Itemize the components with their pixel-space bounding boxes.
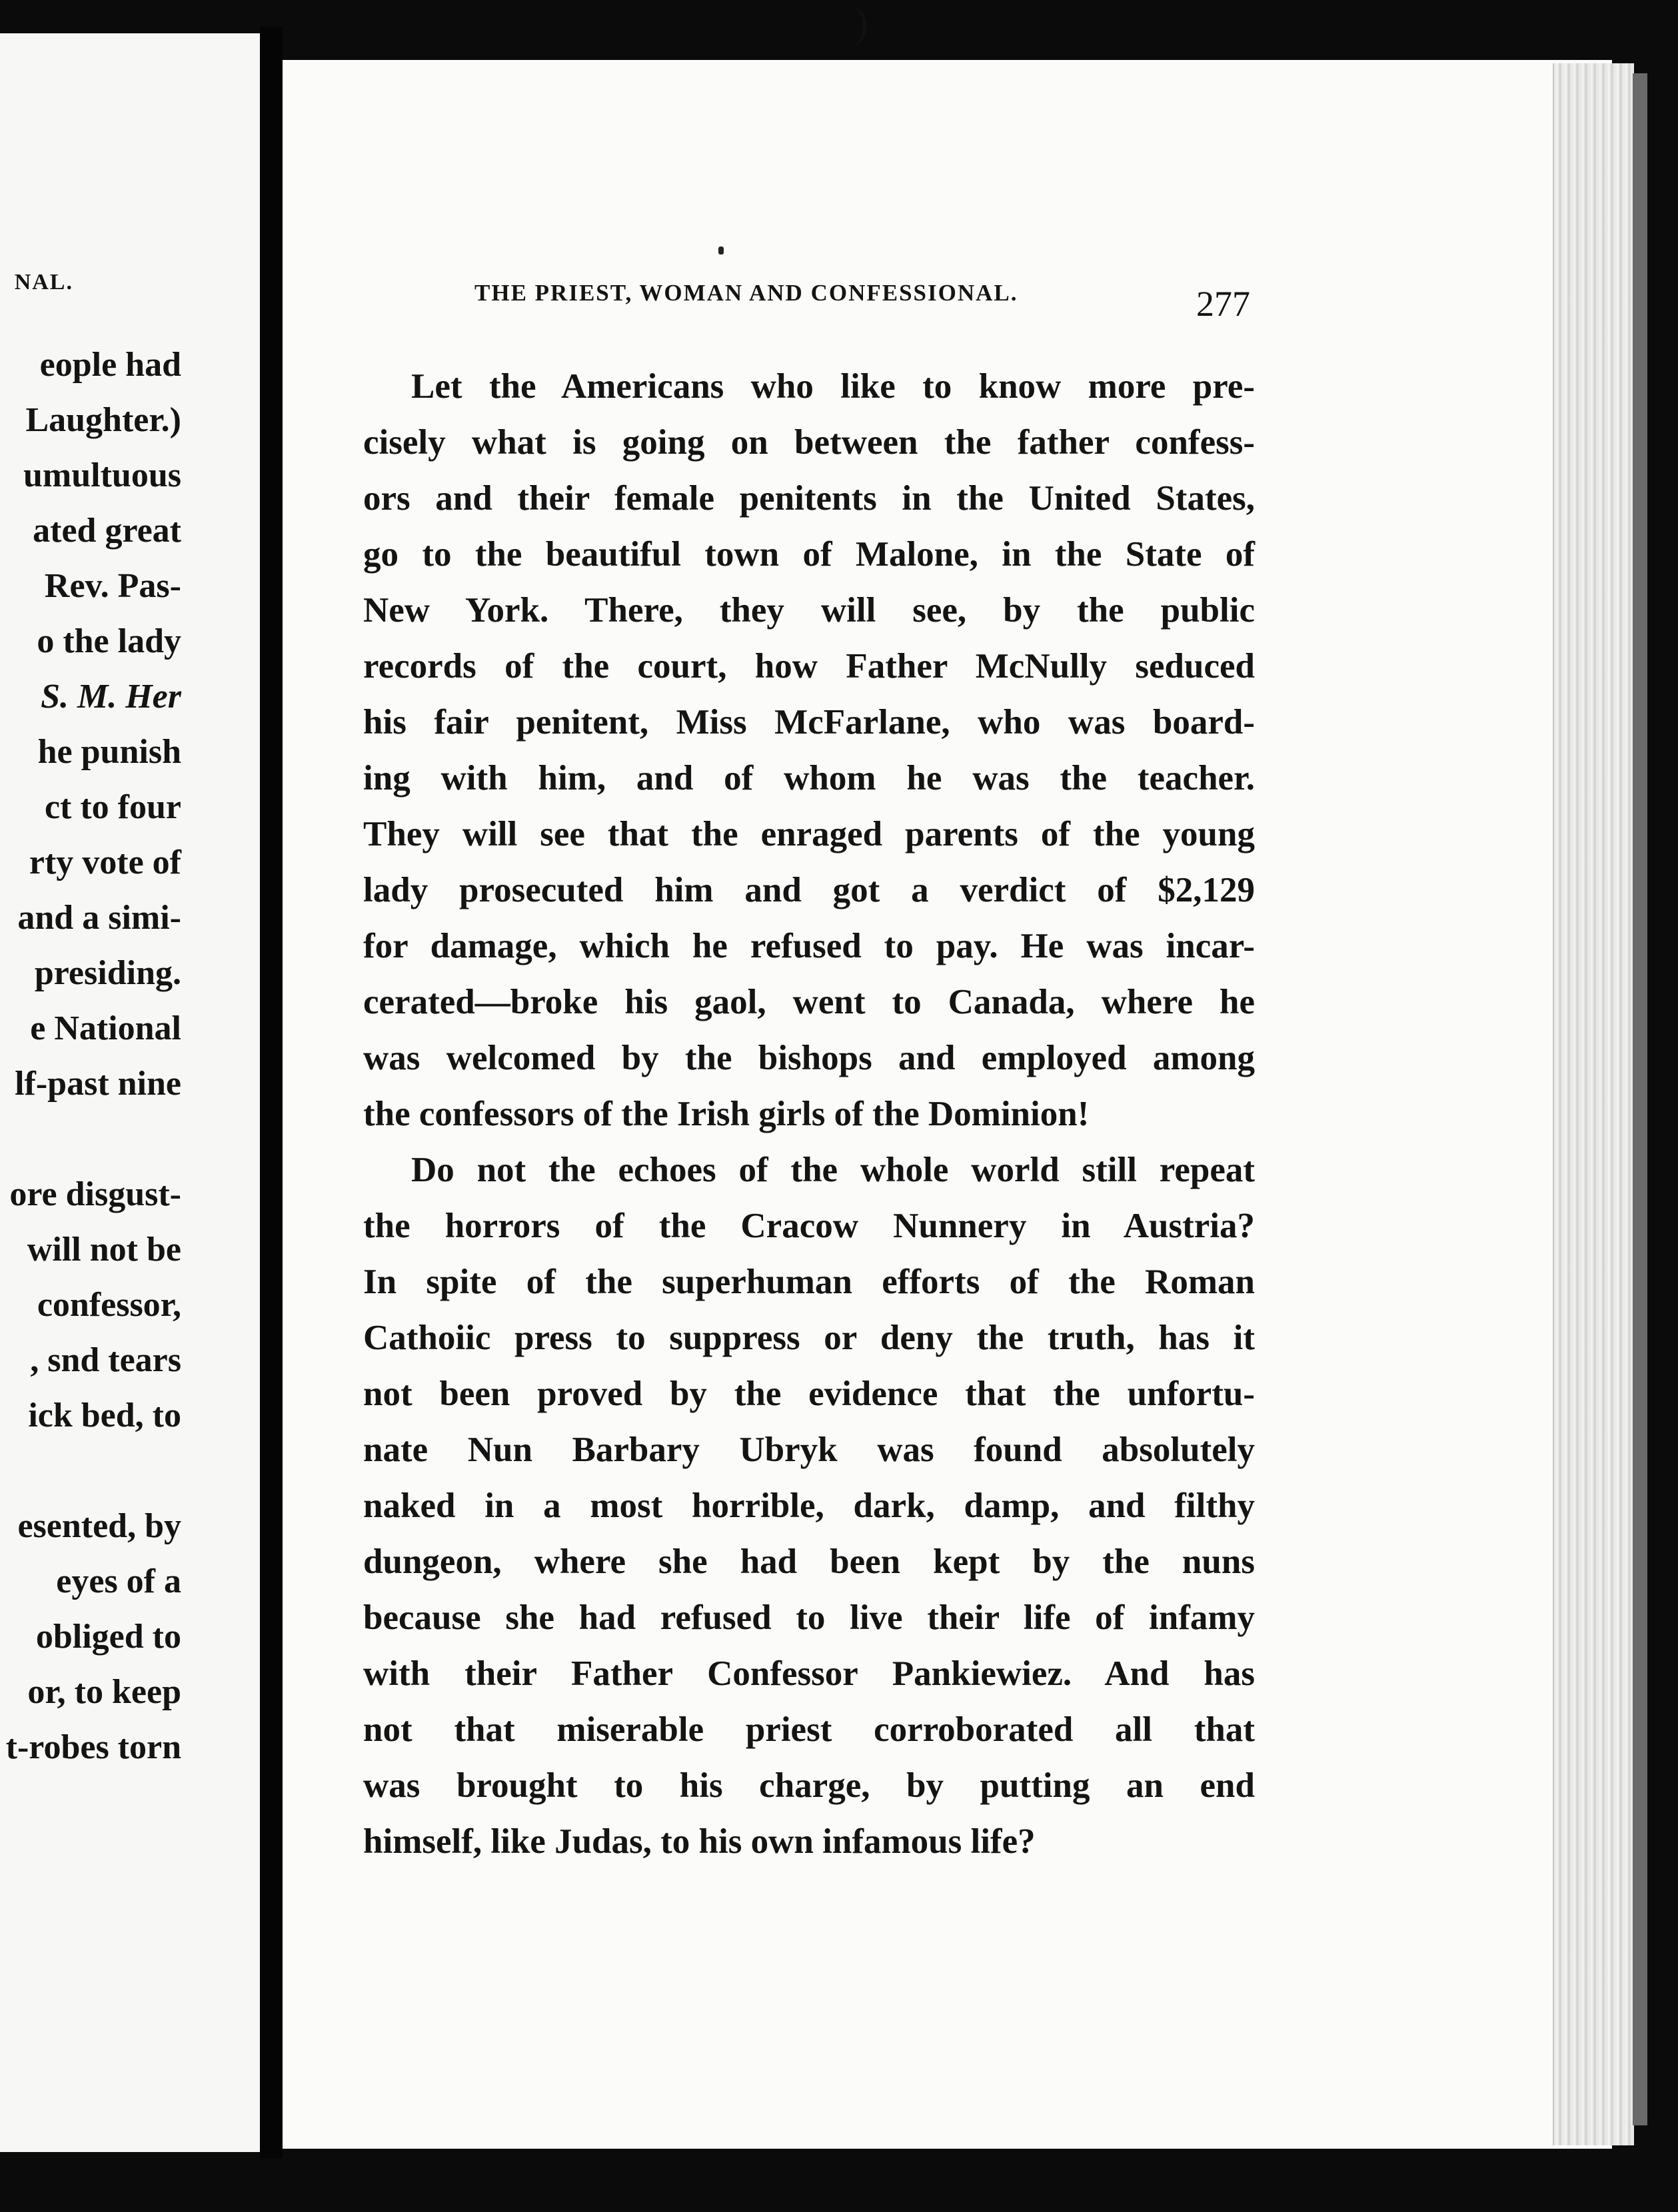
text-line: his fair penitent, Miss McFarlane, who was board- [363,703,1255,742]
scan-artifact-mark: ) [855,1,868,45]
text-line: lady prosecuted him and got a verdict of $2,129 [363,871,1255,909]
left-line: ore disgust- [9,1175,181,1213]
text-line: the confessors of the Irish girls of the Dominion! [363,1095,1090,1133]
text-line: They will see that the enraged parents of the young [363,815,1255,853]
text-line: dungeon, where she had been kept by the nuns [363,1542,1255,1581]
text-line: Do not the echoes of the whole world still repeat [411,1151,1255,1189]
left-line: and a simi- [17,899,181,937]
text-line: records of the court, how Father McNully seduced [363,647,1255,686]
left-line: t-robes torn [5,1728,181,1766]
left-line: presiding. [34,954,181,992]
text-line: Cathoiic press to suppress or deny the truth, has it [363,1319,1255,1357]
left-line: rty vote of [29,843,181,881]
text-line: not that miserable priest corroborated all that [363,1710,1255,1749]
running-head: THE PRIEST, WOMAN AND CONFESSIONAL. [474,280,1018,306]
text-line: Let the Americans who like to know more pre- [411,367,1255,406]
text-line: not been proved by the evidence that the unfortu- [363,1375,1255,1413]
left-line: obliged to [35,1618,181,1656]
left-line: o the lady [37,622,181,660]
left-line: Rev. Pas- [44,567,181,605]
text-line: with their Father Confessor Pankiewiez. And has [363,1654,1255,1693]
text-line: the horrors of the Cracow Nunnery in Austria? [363,1207,1255,1245]
left-line: or, to keep [27,1673,181,1711]
left-line: eyes of a [56,1562,181,1600]
left-line: , snd tears [30,1341,181,1379]
text-line: In spite of the superhuman efforts of the Roman [363,1263,1255,1301]
text-line: cisely what is going on between the father confess- [363,423,1255,462]
text-line: for damage, which he refused to pay. He was incar- [363,927,1255,965]
left-line: ick bed, to [28,1396,181,1434]
text-line: was brought to his charge, by putting an end [363,1766,1255,1805]
page-block-edges [1553,63,1634,2145]
text-line: nate Nun Barbary Ubryk was found absolutely [363,1430,1255,1469]
left-line: esented, by [17,1507,181,1545]
left-line: umultuous [23,456,181,494]
previous-page-running-head: NAL. [14,270,73,294]
left-line: S. M. Her [41,678,181,716]
left-line: he punish [37,733,181,771]
left-line: e National [30,1009,181,1047]
book-cover-edge [1633,73,1647,2125]
left-line: confessor, [37,1286,181,1324]
text-line: New York. There, they will see, by the public [363,591,1255,630]
left-line: lf-past nine [15,1065,181,1103]
left-line: ated great [33,512,181,550]
left-line: eople had [39,346,181,384]
text-line: himself, like Judas, to his own infamous life? [363,1822,1036,1861]
book-gutter [260,27,283,2159]
text-line: because she had refused to live their life of infamy [363,1598,1255,1637]
left-line: Laughter.) [25,401,181,439]
text-line: naked in a most horrible, dark, damp, and filthy [363,1486,1255,1525]
page-number: 277 [1196,284,1250,324]
previous-page-fragment [0,33,260,2152]
text-line: ing with him, and of whom he was the teacher. [363,759,1255,798]
text-line: was welcomed by the bishops and employed among [363,1039,1255,1077]
text-line: go to the beautiful town of Malone, in the State of [363,535,1255,574]
left-line: ct to four [44,788,181,826]
text-line: cerated—broke his gaol, went to Canada, where he [363,983,1255,1021]
left-line: will not be [27,1231,181,1269]
text-line: ors and their female penitents in the United States, [363,479,1255,518]
ink-speck [718,247,724,255]
